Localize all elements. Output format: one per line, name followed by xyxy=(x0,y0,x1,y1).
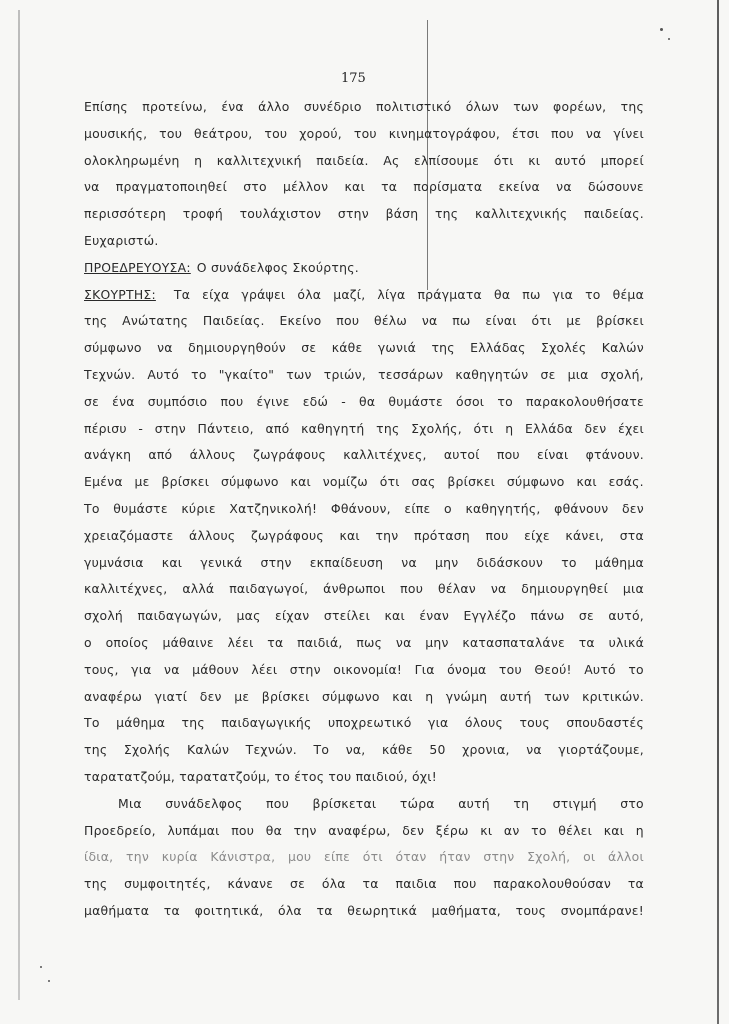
text-line: Τεχνών. Αυτό το "γκαίτο" των τριών, τεσσάρων καθηγητών σε μια σχολή, xyxy=(84,366,644,382)
transcript-body xyxy=(84,94,644,925)
text-line: ΣΚΟΥΡΤΗΣ: Τα είχα γράψει όλα μαζί, λίγα πράγματα θα πω για το θέμα xyxy=(84,282,644,309)
speaker-name: ΣΚΟΥΡΤΗΣ: xyxy=(84,286,156,302)
text-line: Επίσης προτείνω, ένα άλλο συνέδριο πολιτιστικό όλων των φορέων, της xyxy=(84,99,644,114)
scan-speck xyxy=(660,28,663,31)
speaker-name: ΠΡΟΕΔΡΕΥΟΥΣΑ: xyxy=(84,259,191,275)
text-line: να πραγματοποιηθεί στο μέλλον και τα πορίσματα εκείνα να δώσουνε xyxy=(84,179,644,195)
text-line: πέρισυ - στην Πάντειο, από καθηγητή της Σχολής, ότι η Ελλάδα δεν έχει xyxy=(84,420,644,436)
text-line: ΠΡΟΕΔΡΕΥΟΥΣΑ: Ο συνάδελφος Σκούρτης. xyxy=(84,255,644,282)
text-line: μουσικής, του θεάτρου, του χορού, του κινηματογράφου, έτσι που να γίνει xyxy=(84,125,644,141)
page-left-edge xyxy=(18,10,20,1000)
text-line: ο οποίος μάθαινε λέει τα παιδιά, πως να μην κατασπαταλάνε τα υλικά xyxy=(84,634,644,650)
scan-speck xyxy=(48,980,50,982)
text-line: ολοκληρωμένη η καλλιτεχνική παιδεία. Ας ελπίσουμε ότι κι αυτό μπορεί xyxy=(84,152,644,168)
text-line: Το μάθημα της παιδαγωγικής υποχρεωτικό για όλους τους σπουδαστές xyxy=(84,715,644,731)
text-line: αναφέρω γιατί δεν με βρίσκει σύμφωνο και η γνώμη αυτή των κριτικών. xyxy=(84,688,644,704)
text-line: ίδια, την κυρία Κάνιστρα, μου είπε ότι όταν ήταν στην Σχολή, οι άλλοι xyxy=(84,849,644,865)
text-line: σε ένα συμπόσιο που έγινε εδώ - θα θυμάστε όσοι το παρακολουθήσατε xyxy=(84,393,644,409)
scan-speck xyxy=(40,966,42,968)
text-line: σχολή παιδαγωγών, μας είχαν στείλει και έναν Εγγλέζο πάνω σε αυτό, xyxy=(84,608,644,624)
text-line: της Ανώτατης Παιδείας. Εκείνο που θέλω να πω είναι ότι με βρίσκει xyxy=(84,313,644,329)
scan-speck xyxy=(668,38,670,40)
text-line: Προεδρείο, λυπάμαι που θα την αναφέρω, δεν ξέρω κι αν το θέλει και η xyxy=(84,822,644,838)
text-line: καλλιτέχνες, αλλά παιδαγωγοί, άνθρωποι που θέλαν να δημιουργηθεί μια xyxy=(84,581,644,597)
text-line: ταρατατζούμ, ταρατατζούμ, το έτος του παιδιού, όχι! xyxy=(84,768,437,784)
text-line: γυμνάσια και γενικά στην εκπαίδευση να μην διδάσκουν το μάθημα xyxy=(84,554,644,570)
text-line: ανάγκη από άλλους ζωγράφους καλλιτέχνες, αυτοί που είναι φτάνουν. xyxy=(84,447,644,463)
text-line: χρειαζόμαστε άλλους ζωγράφους και την πρόταση που είχε κάνει, στα xyxy=(84,527,644,543)
text-line: Εμένα με βρίσκει σύμφωνο και νομίζω ότι σας βρίσκει σύμφωνο και εσάς. xyxy=(84,474,644,490)
text-line: Ευχαριστώ. xyxy=(84,232,159,248)
text-line: της συμφοιτητές, κάνανε σε όλα τα παιδια που παρακολουθούσαν τα xyxy=(84,876,644,892)
text-line: τους, για να μάθουν λέει στην οικονομία! Για όνομα του Θεού! Αυτό το xyxy=(84,661,644,677)
text-line: σύμφωνο να δημιουργηθούν σε κάθε γωνιά της Ελλάδας Σχολές Καλών xyxy=(84,340,644,356)
text-line: Μια συνάδελφος που βρίσκεται τώρα αυτή τη στιγμή στο xyxy=(118,795,644,811)
text-line: μαθήματα τα φοιτητικά, όλα τα θεωρητικά μαθήματα, τους σνομπάρανε! xyxy=(84,902,644,918)
page-right-edge xyxy=(717,0,719,1024)
text-line: Το θυμάστε κύριε Χατζηνικολή! Φθάνουν, είπε ο καθηγητής, φθάνουν δεν xyxy=(84,500,644,516)
text-line: περισσότερη τροφή τουλάχιστον στην βάση της καλλιτεχνικής παιδείας. xyxy=(84,206,644,222)
text-line: της Σχολής Καλών Τεχνών. Το να, κάθε 50 χρονια, να γιορτάζουμε, xyxy=(84,742,644,758)
page-number: 175 xyxy=(341,71,366,86)
